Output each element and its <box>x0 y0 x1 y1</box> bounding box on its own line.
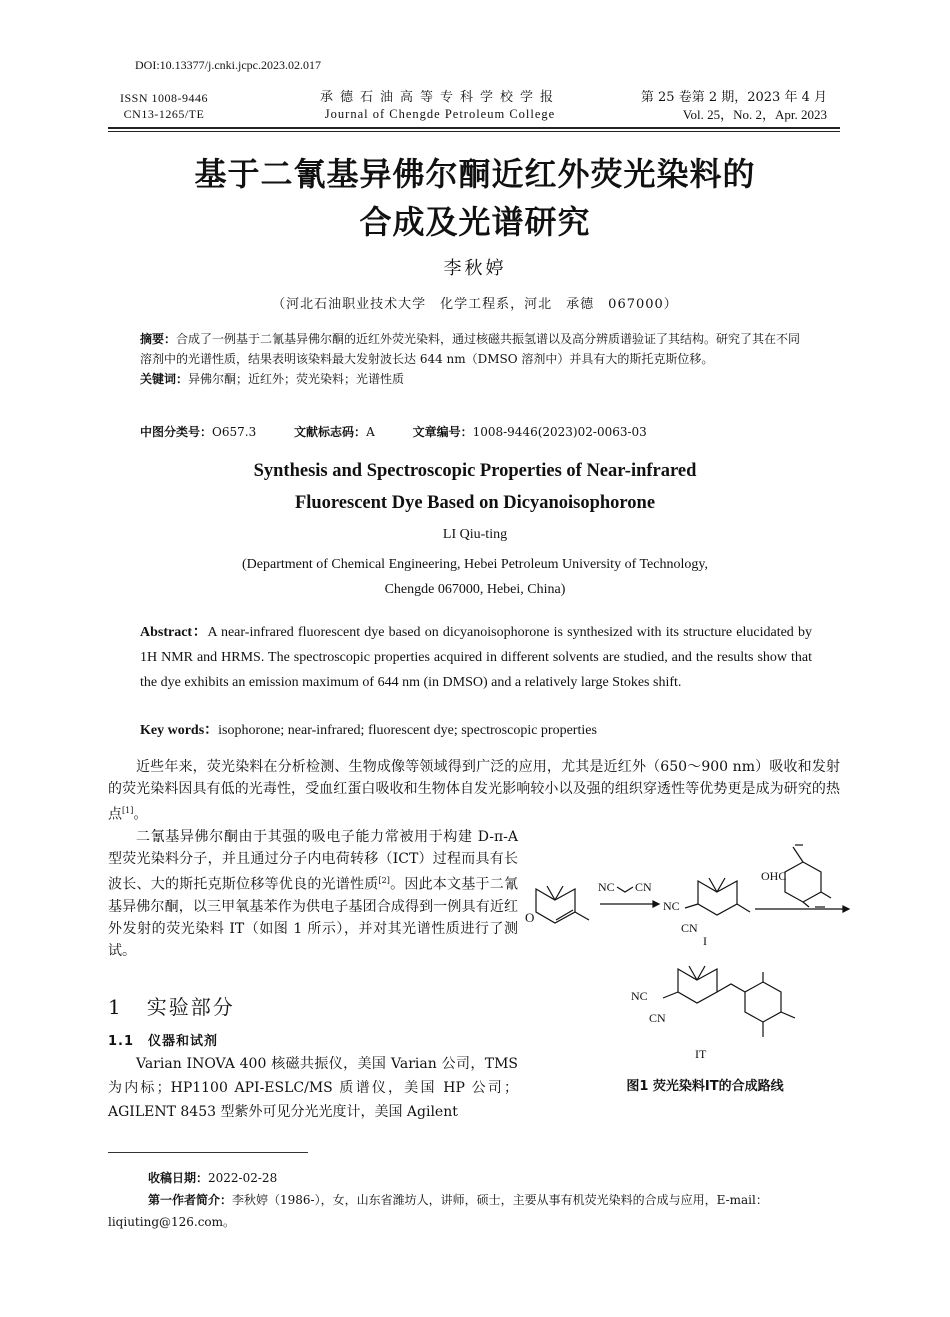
product-nc: NC <box>631 989 648 1003</box>
journal-name-en: Journal of Chengde Petroleum College <box>324 107 556 121</box>
title-en-line1: Synthesis and Spectroscopic Properties of Near-infrared <box>253 461 697 481</box>
reaction-arrow-1 <box>598 880 659 907</box>
section-heading <box>108 991 235 1020</box>
synthesis-scheme-figure <box>525 832 855 1072</box>
keywords-en-text: isophorone; near-infrared; fluorescent dye; spectroscopic properties <box>218 723 597 738</box>
abstract-en-text: A near-infrared fluorescent dye based on dicyanoisophorone is synthesized with its structure elucidated by 1H NMR and HRMS. The spectroscopic properties acquired in different solvents are studied, and the results show that the dye exhibits an emission maximum of 644 nm (in DMSO) and a relatively large Stokes shift. <box>140 625 812 690</box>
product-IT-structure <box>631 966 795 1061</box>
abstract-cn-label: 摘要： <box>140 332 177 346</box>
header-rule-thin <box>108 131 840 132</box>
carbonyl-o-label: O <box>525 910 535 925</box>
body-paragraph-3: Varian INOVA 400 核磁共振仪，美国 Varian 公司，TMS 为内标；HP1100 API-ESLC/MS 质谱仪，美国 HP 公司；AGILENT 8453 型紫外可见分光光度计，美国 Agilent <box>108 1056 518 1120</box>
isophorone-structure <box>525 886 589 925</box>
doi: DOI:10.13377/j.cnki.jcpc.2023.02.017 <box>135 58 321 72</box>
abstract-cn <box>140 329 812 389</box>
compound-I-nc: NC <box>663 899 680 913</box>
keywords-en <box>140 719 812 739</box>
product-IT-label: IT <box>695 1047 707 1061</box>
citation-1[interactable]: [1] <box>122 806 134 815</box>
keywords-en-label: Key words： <box>140 723 219 738</box>
volume-cn: 第 25 卷第 2 期，2023 年 4 月 <box>640 90 827 105</box>
aldehyde-structure <box>761 845 831 907</box>
classification-info <box>140 423 681 440</box>
citation-2[interactable]: [2] <box>378 876 390 885</box>
footnote <box>108 1167 843 1233</box>
abstract-cn-text: 合成了一例基于二氰基异佛尔酮的近红外荧光染料，通过核磁共振氢谱以及高分辨质谱验证了其结构。研究了其在不同溶剂中的光谱性质，结果表明该染料最大发射波长达 644 nm（DMSO 溶剂中）并具有大的斯托克斯位移。 <box>140 332 801 366</box>
received-date: 收稿日期：2022-02-28 <box>148 1171 278 1185</box>
author-cn: 李秋婷 <box>443 258 507 279</box>
malononitrile-cn: CN <box>635 880 652 894</box>
abstract-en <box>140 620 812 695</box>
title-cn-line1: 基于二氰基异佛尔酮近红外荧光染料的 <box>194 155 756 193</box>
section-number: 1 <box>108 995 123 1019</box>
affiliation-en-line2: Chengde 067000, Hebei, China) <box>384 582 566 597</box>
clc: 中图分类号：O657.3 <box>140 425 257 439</box>
journal-name-cn: 承德石油高等专科学校学报 <box>319 90 560 105</box>
body-paragraph-1: 近些年来，荧光染料在分析检测、生物成像等领域得到广泛的应用，尤其是近红外（650～900 nm）吸收和发射的荧光染料因具有低的光毒性，受血红蛋白吸收和生物体自发光影响较小以及强的组织穿透性等优势更是成为研究的热点[1]。 <box>108 759 840 823</box>
compound-I-cn: CN <box>681 921 698 935</box>
keywords-cn <box>140 369 812 389</box>
compound-I-structure <box>663 878 750 948</box>
header-rule-thick <box>108 127 840 129</box>
affiliation-cn: （河北石油职业技术大学 化学工程系，河北 承德 067000） <box>272 297 678 312</box>
footnote-rule <box>108 1152 308 1153</box>
journal-name <box>290 89 590 123</box>
issn-block <box>120 90 208 122</box>
title-cn-line2: 合成及光谱研究 <box>359 203 591 241</box>
cn-number: CN13-1265/TE <box>123 107 205 121</box>
subsection-heading: 1.1 仪器和试剂 <box>108 1034 219 1049</box>
article-number: 文章编号：1008-9446(2023)02-0063-03 <box>412 425 647 439</box>
abstract-en-label: Abstract： <box>140 625 208 640</box>
figure-caption: 图1 荧光染料IT的合成路线 <box>626 1079 784 1094</box>
volume-info <box>612 89 827 123</box>
author-en: LI Qiu-ting <box>442 527 508 542</box>
section-title: 实验部分 <box>146 995 235 1019</box>
author-bio: 第一作者简介：李秋婷（1986-），女，山东省潍坊人，讲师，硕士，主要从事有机荧光染料的合成与应用，E-mail：liqiuting@126.com。 <box>108 1193 768 1229</box>
malononitrile-nc: NC <box>598 880 615 894</box>
body-paragraph-2: 二氰基异佛尔酮由于其强的吸电子能力常被用于构建 D-π-A 型荧光染料分子，并且通过分子内电荷转移（ICT）过程而具有长波长、大的斯托克斯位移等优良的光谱性质[2]。因此本文基于二氰基异佛尔酮，以三甲氧基苯作为供电子基团合成得到一例具有近红外发射的荧光染料 IT（如图 1 所示），并对其光谱性质进行了测试。 <box>108 829 518 959</box>
title-en <box>100 455 850 519</box>
affiliation-en <box>0 552 950 602</box>
reaction-arrow-2 <box>755 906 849 912</box>
title-en-line2: Fluorescent Dye Based on Dicyanoisophorone <box>294 493 656 513</box>
volume-en: Vol. 25，No. 2，Apr. 2023 <box>682 107 827 122</box>
keywords-cn-text: 异佛尔酮；近红外；荧光染料；光谱性质 <box>188 372 405 386</box>
doc-code: 文献标志码：A <box>294 425 375 439</box>
compound-I-label: I <box>703 934 707 948</box>
title-cn <box>100 150 850 246</box>
aldehyde-ohc: OHC <box>761 869 787 883</box>
product-cn: CN <box>649 1011 666 1025</box>
issn: ISSN 1008-9446 <box>120 91 209 105</box>
affiliation-en-line1: (Department of Chemical Engineering, Hebei Petroleum University of Technology, <box>242 557 708 572</box>
keywords-cn-label: 关键词： <box>140 372 189 386</box>
